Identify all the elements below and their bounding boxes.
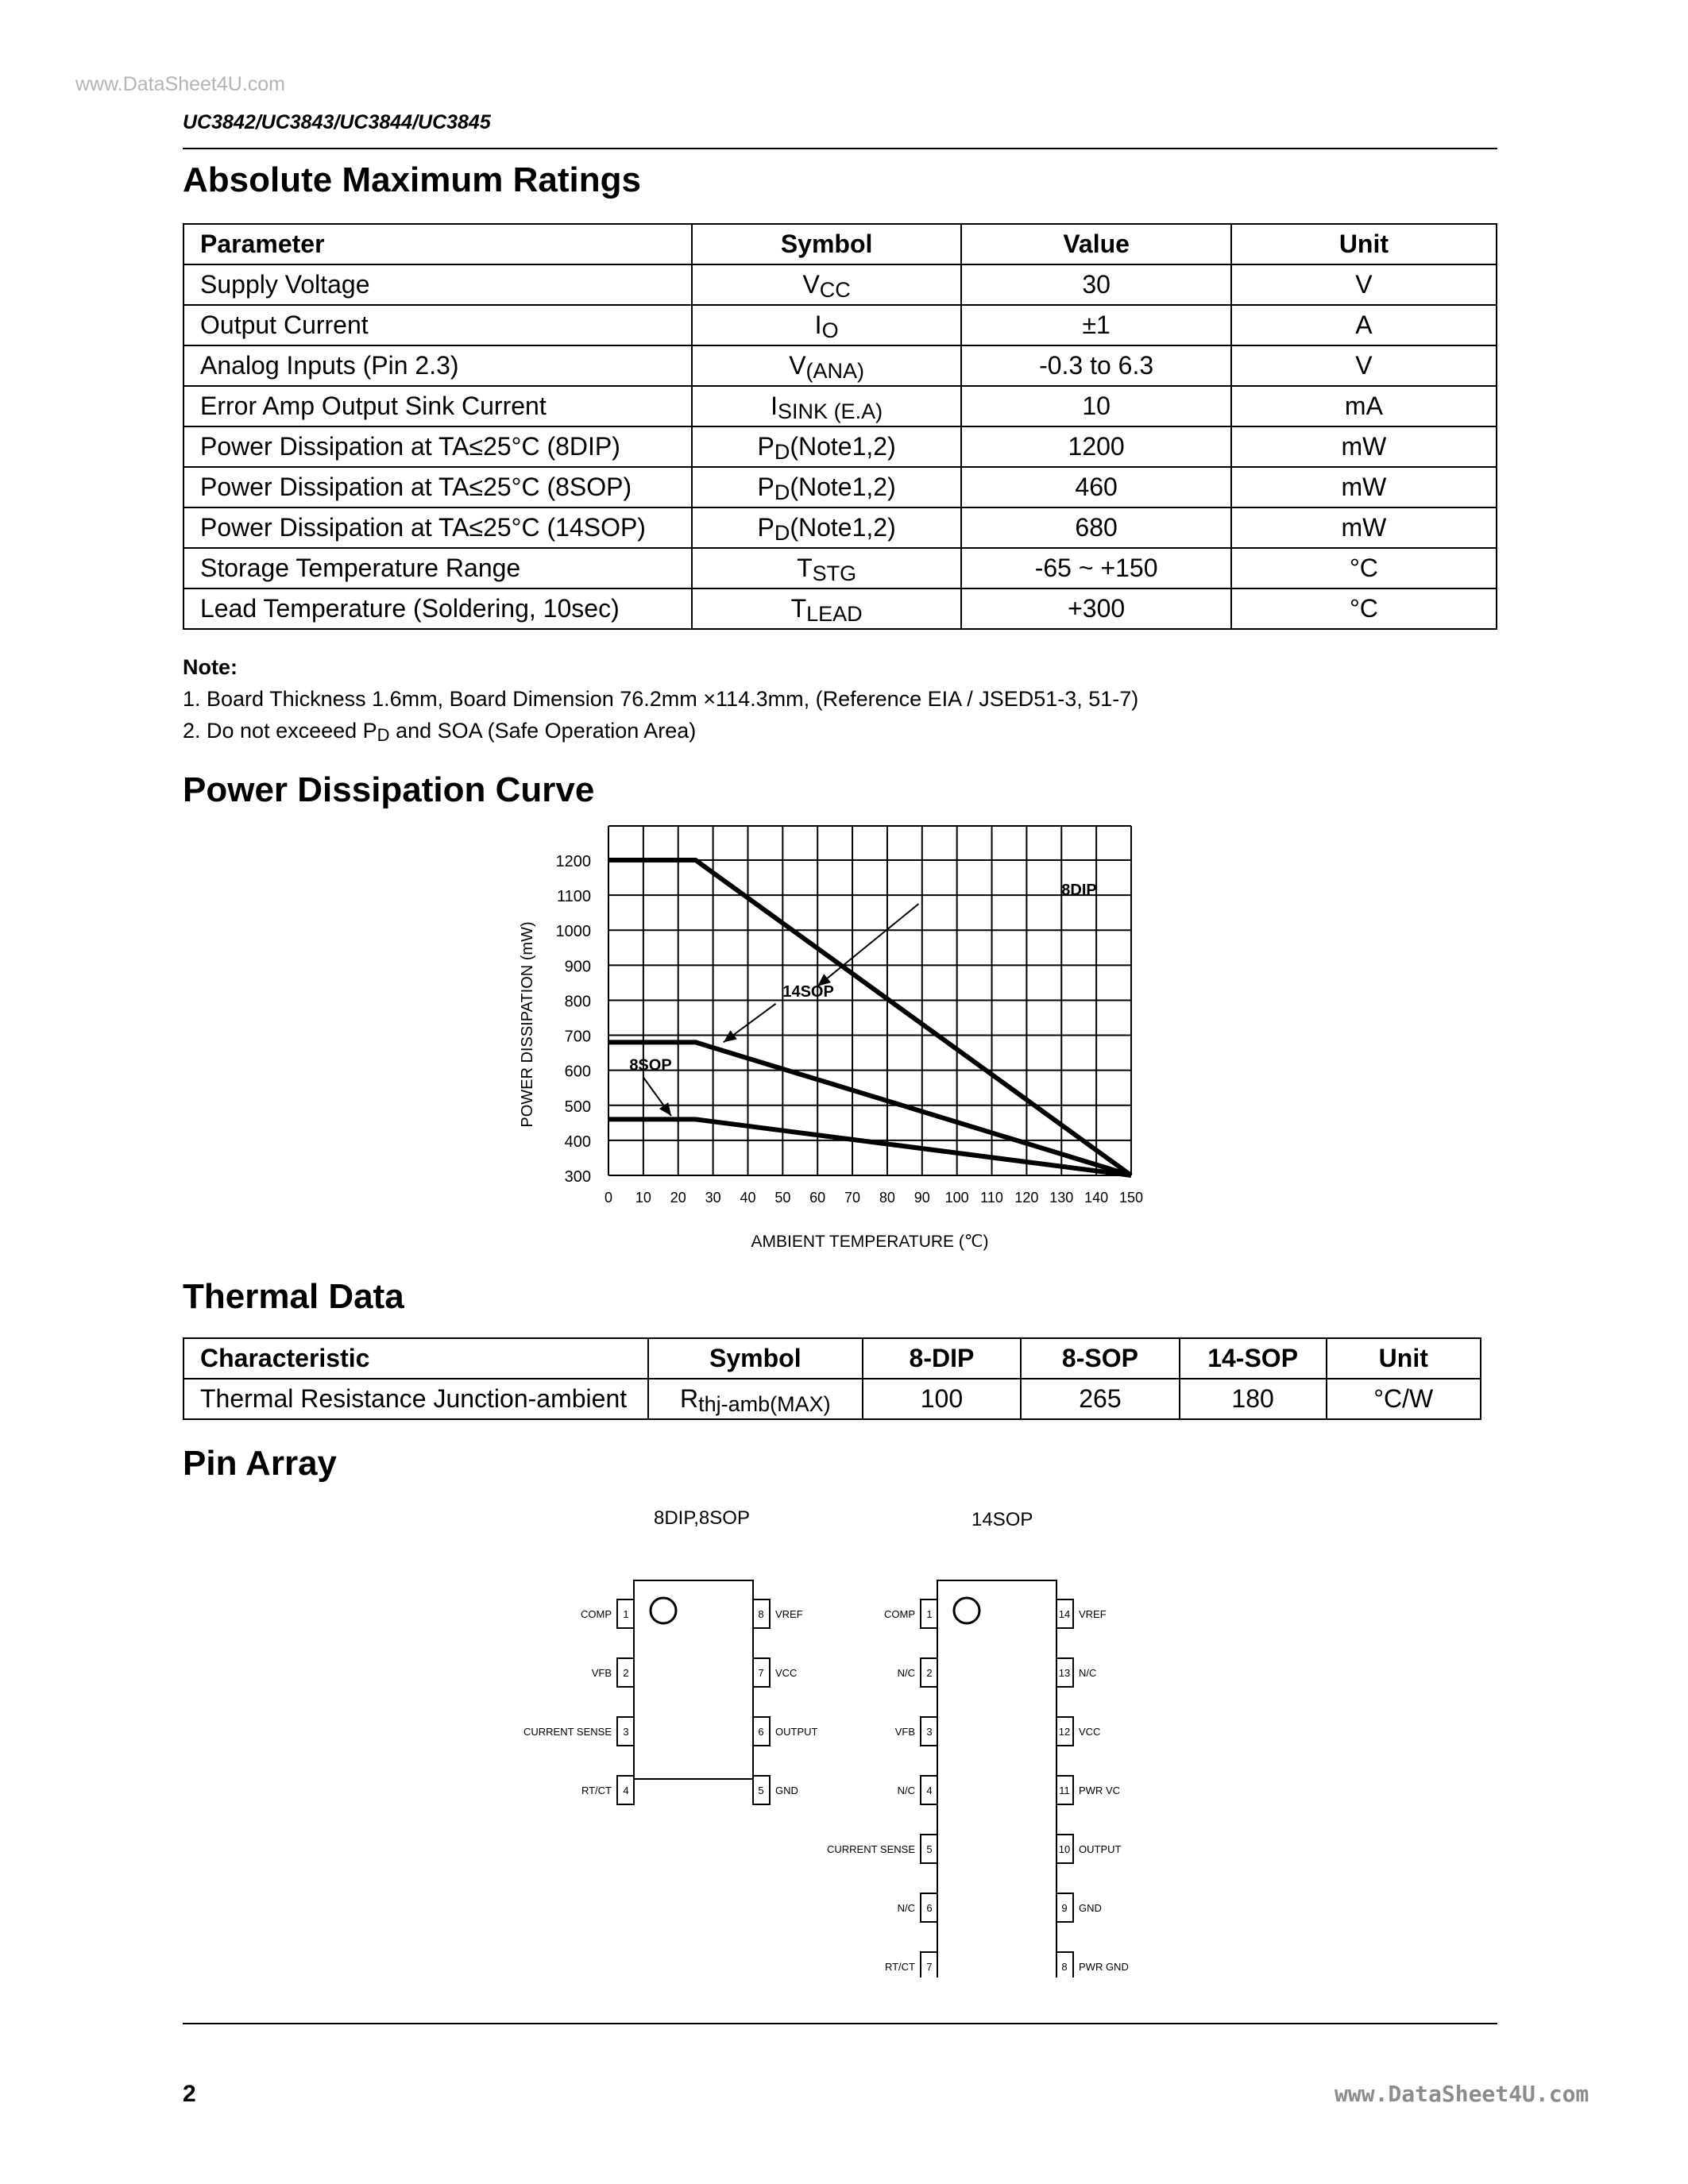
table-row [183, 548, 1497, 588]
unit-cell: mW [1231, 507, 1497, 548]
value-cell: +300 [961, 588, 1230, 629]
value-cell: 1200 [961, 426, 1230, 467]
unit-cell: °C/W [1327, 1379, 1481, 1419]
pin-number: 13 [1058, 1667, 1071, 1679]
y-tick-label: 400 [564, 1133, 591, 1151]
pin-number: 4 [623, 1785, 629, 1796]
value-cell: ±1 [961, 305, 1230, 345]
pin-label: COMP [581, 1608, 612, 1620]
x-tick-label: 70 [844, 1190, 861, 1206]
pin-array-8dip-title: 8DIP,8SOP [654, 1507, 750, 1529]
x-axis-label: AMBIENT TEMPERATURE (℃) [751, 1233, 989, 1251]
parameter-cell: Lead Temperature (Soldering, 10sec) [183, 588, 692, 629]
pin-label: RT/CT [884, 1961, 915, 1973]
column-header: Characteristic [183, 1338, 648, 1379]
pin-label: PWR VC [1079, 1785, 1120, 1796]
pin-label: VFB [591, 1667, 612, 1679]
pin-number: 6 [758, 1726, 764, 1738]
notes-title: Note: [183, 655, 238, 679]
x-tick-label: 150 [1118, 1190, 1144, 1206]
unit-cell: °C [1231, 588, 1497, 629]
value-cell: 10 [961, 386, 1230, 426]
pin-label: OUTPUT [1079, 1843, 1122, 1855]
pin-number: 1 [623, 1608, 629, 1620]
table-header-row [183, 1338, 1481, 1379]
pin-label: VREF [775, 1608, 803, 1620]
parameter-cell: Error Amp Output Sink Current [183, 386, 692, 426]
value-cell-14sop: 180 [1180, 1379, 1327, 1419]
table-row [183, 588, 1497, 629]
table-row [183, 386, 1497, 426]
pin-number: 11 [1059, 1785, 1070, 1796]
y-tick-label: 1100 [556, 888, 591, 906]
column-header: Symbol [692, 224, 962, 264]
parameter-cell: Storage Temperature Range [183, 548, 692, 588]
footer-divider [183, 2023, 1497, 2024]
pin-array-diagram [492, 1533, 1207, 1978]
value-cell-8dip: 100 [863, 1379, 1021, 1419]
absolute-maximum-ratings-table [183, 223, 1497, 630]
pin-number: 12 [1058, 1726, 1071, 1738]
column-header: Unit [1327, 1338, 1481, 1379]
x-tick-label: 120 [1014, 1190, 1039, 1206]
symbol-cell: TSTG [692, 548, 962, 588]
annotation-arrowhead [724, 1030, 737, 1042]
value-cell: 30 [961, 264, 1230, 305]
unit-cell: V [1231, 345, 1497, 386]
value-cell: -0.3 to 6.3 [961, 345, 1230, 386]
symbol-cell: PD(Note1,2) [692, 467, 962, 507]
y-tick-label: 800 [564, 993, 591, 1011]
pin-label: N/C [1079, 1667, 1097, 1679]
annotation-arrow [817, 904, 918, 986]
symbol-cell: V(ANA) [692, 345, 962, 386]
unit-cell: V [1231, 264, 1497, 305]
symbol-cell: TLEAD [692, 588, 962, 629]
pin-number: 4 [926, 1785, 933, 1796]
value-cell: 680 [961, 507, 1230, 548]
pin-label: PWR GND [1079, 1961, 1129, 1973]
watermark-bottom: www.DataSheet4U.com [1335, 2081, 1590, 2107]
pin-label: VCC [775, 1667, 798, 1679]
series-line [608, 1042, 1131, 1175]
series-label: 14SOP [782, 983, 834, 1001]
parameter-cell: Power Dissipation at TA≤25°C (8DIP) [183, 426, 692, 467]
column-header: 8-SOP [1021, 1338, 1180, 1379]
pin-label: RT/CT [581, 1785, 612, 1796]
power-dissipation-chart [508, 818, 1184, 1271]
column-header: Value [961, 224, 1230, 264]
pin-label: CURRENT SENSE [523, 1726, 612, 1738]
symbol-cell: PD(Note1,2) [692, 426, 962, 467]
pin-number: 14 [1058, 1608, 1071, 1620]
pin-array-14sop-title: 14SOP [971, 1509, 1033, 1530]
column-header: Symbol [648, 1338, 863, 1379]
symbol-cell: Rthj-amb(MAX) [648, 1379, 863, 1419]
value-cell-8sop: 265 [1021, 1379, 1180, 1419]
watermark-top: www.DataSheet4U.com [75, 73, 286, 95]
unit-cell: mW [1231, 467, 1497, 507]
section-title-thermal-data: Thermal Data [183, 1277, 404, 1316]
y-tick-label: 500 [564, 1098, 591, 1116]
column-header: Unit [1231, 224, 1497, 264]
pin-number: 7 [926, 1961, 933, 1973]
pin-label: GND [775, 1785, 798, 1796]
table-row [183, 345, 1497, 386]
parameter-cell: Power Dissipation at TA≤25°C (8SOP) [183, 467, 692, 507]
pin-number: 2 [623, 1667, 629, 1679]
x-tick-label: 80 [879, 1190, 895, 1206]
series-line [608, 1119, 1131, 1175]
symbol-cell: VCC [692, 264, 962, 305]
pin-number: 6 [926, 1902, 933, 1914]
pin-number: 5 [758, 1785, 764, 1796]
pin-number: 10 [1058, 1843, 1071, 1855]
series-label: 8SOP [629, 1056, 672, 1075]
x-tick-label: 130 [1049, 1190, 1074, 1206]
parameter-cell: Supply Voltage [183, 264, 692, 305]
table-row [183, 467, 1497, 507]
column-header: Parameter [183, 224, 692, 264]
pin-label: OUTPUT [775, 1726, 818, 1738]
pin-number: 8 [758, 1608, 764, 1620]
y-tick-label: 1200 [555, 853, 591, 870]
section-title-pin-array: Pin Array [183, 1444, 338, 1483]
table-row [183, 1379, 1481, 1419]
page-number: 2 [183, 2081, 196, 2107]
x-tick-label: 10 [635, 1190, 651, 1206]
series-label: 8DIP [1061, 882, 1097, 900]
x-tick-label: 0 [604, 1190, 613, 1206]
unit-cell: mA [1231, 386, 1497, 426]
parameter-cell: Output Current [183, 305, 692, 345]
annotation-arrowhead [659, 1102, 671, 1116]
table-header-row [183, 224, 1497, 264]
column-header: 8-DIP [863, 1338, 1021, 1379]
pin-label: N/C [897, 1667, 915, 1679]
x-tick-label: 110 [980, 1190, 1003, 1206]
pin-number: 3 [926, 1726, 933, 1738]
document-header: UC3842/UC3843/UC3844/UC3845 [183, 111, 491, 133]
symbol-cell: IO [692, 305, 962, 345]
unit-cell: A [1231, 305, 1497, 345]
note-1: 1. Board Thickness 1.6mm, Board Dimension 76.2mm ×114.3mm, (Reference EIA / JSED51-3, 51-7) [183, 687, 1139, 711]
y-tick-label: 600 [564, 1063, 591, 1081]
column-header: 14-SOP [1180, 1338, 1327, 1379]
notes [183, 651, 1138, 748]
pin-number: 5 [926, 1843, 933, 1855]
pin-number: 9 [1061, 1902, 1068, 1914]
unit-cell: mW [1231, 426, 1497, 467]
pin-number: 1 [926, 1608, 933, 1620]
table-row [183, 305, 1497, 345]
y-tick-label: 700 [564, 1028, 591, 1046]
y-tick-label: 900 [564, 958, 591, 976]
pin-number: 8 [1061, 1961, 1068, 1973]
x-tick-label: 20 [670, 1190, 686, 1206]
ic-body [937, 1580, 1056, 1978]
pin-label: VFB [894, 1726, 915, 1738]
symbol-cell: PD(Note1,2) [692, 507, 962, 548]
x-tick-label: 50 [774, 1190, 791, 1206]
pin-label: N/C [897, 1902, 915, 1914]
y-tick-label: 1000 [555, 923, 591, 941]
symbol-cell: ISINK (E.A) [692, 386, 962, 426]
pin-label: GND [1079, 1902, 1102, 1914]
y-axis-label: POWER DISSIPATION (mW) [519, 921, 536, 1128]
table-row [183, 507, 1497, 548]
section-title-power-dissipation-curve: Power Dissipation Curve [183, 770, 595, 809]
pin-label: N/C [897, 1785, 915, 1796]
characteristic-cell: Thermal Resistance Junction-ambient [183, 1379, 648, 1419]
pin-label: CURRENT SENSE [826, 1843, 915, 1855]
x-tick-label: 140 [1084, 1190, 1109, 1206]
x-tick-label: 30 [705, 1190, 721, 1206]
x-tick-label: 40 [740, 1190, 756, 1206]
section-title-absolute-maximum-ratings: Absolute Maximum Ratings [183, 160, 641, 199]
pin-label: COMP [884, 1608, 915, 1620]
x-tick-label: 90 [914, 1190, 930, 1206]
pin-number: 7 [758, 1667, 764, 1679]
table-row [183, 426, 1497, 467]
pin-label: VCC [1079, 1726, 1101, 1738]
value-cell: -65 ~ +150 [961, 548, 1230, 588]
header-divider [183, 148, 1497, 149]
x-tick-label: 100 [944, 1190, 969, 1206]
pin-number: 3 [623, 1726, 629, 1738]
unit-cell: °C [1231, 548, 1497, 588]
note-2: 2. Do not exceeed PD and SOA (Safe Operation Area) [183, 719, 697, 745]
value-cell: 460 [961, 467, 1230, 507]
parameter-cell: Analog Inputs (Pin 2.3) [183, 345, 692, 386]
pin-number: 2 [926, 1667, 933, 1679]
pin-label: VREF [1079, 1608, 1107, 1620]
series-line [608, 860, 1131, 1175]
parameter-cell: Power Dissipation at TA≤25°C (14SOP) [183, 507, 692, 548]
y-tick-label: 300 [564, 1168, 591, 1186]
thermal-data-table [183, 1337, 1481, 1420]
table-row [183, 264, 1497, 305]
x-tick-label: 60 [809, 1190, 826, 1206]
